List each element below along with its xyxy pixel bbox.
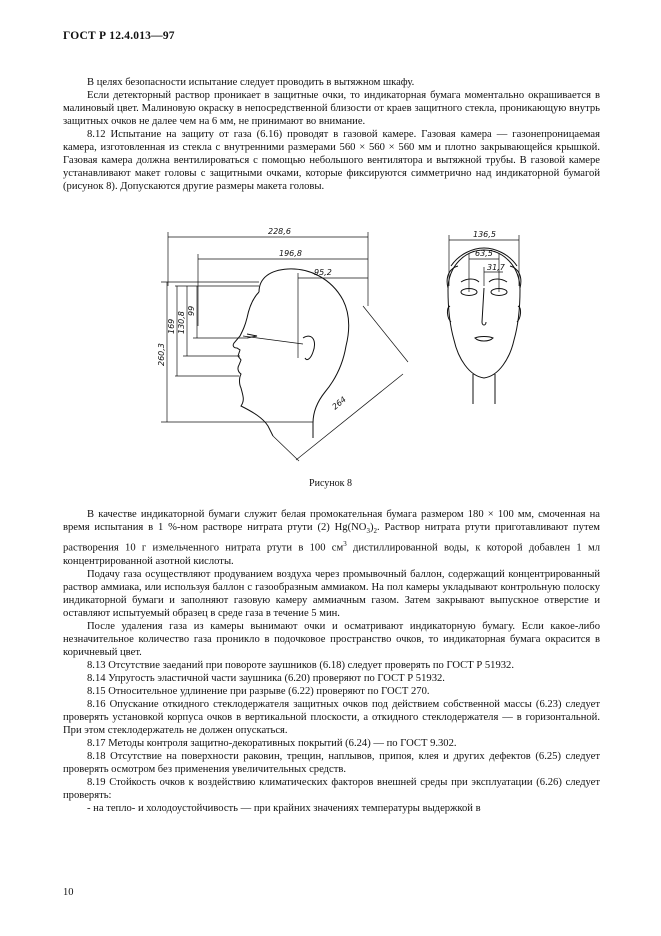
dim-130-8: 130,8: [177, 311, 186, 334]
paragraph: В целях безопасности испытание следует проводить в вытяжном шкафу.: [87, 77, 415, 88]
paragraph: 8.17 Методы контроля защитно-декоративных покрытий (6.24) — по ГОСТ 9.302.: [87, 737, 457, 749]
paragraph-indicator-paper: В качестве индикаторной бумаги служит белая промокательная бумага размером 180 × 100 мм, смоченная на время испытания в 1 %-ном растворе нитрата ртути (2) $Hg(NO_3)_2$. Раствор нитрата ртути приготавливают путем растворения 10 г измельченного нитрата ртути в 100 $см^3$ дистиллированной воды, к которой добавлен 1 мл концентрированной азотной кислоты.: [63, 509, 600, 567]
figure-caption: Рисунок 8: [309, 478, 352, 489]
text-block-top: [63, 76, 600, 193]
paragraph: Подачу газа осуществляют продуванием воздуха через промывочный баллон, содержащий концентрированный раствор аммиака, или используя баллон с газообразным аммиаком. На пол камеры укладывают контрольную полоску индикаторной бумаги и заполняют газовую камеру аммиачным газом. Затем закрывают выпускное отверстие и оставляют испытуемый образец в среде газа в течение 5 мин.: [63, 568, 600, 619]
dim-264: 264: [330, 394, 348, 412]
dim-99: 99: [187, 305, 196, 316]
page-number: 10: [63, 887, 74, 898]
paragraph: 8.15 Относительное удлинение при разрыве (6.22) проверяют по ГОСТ 270.: [87, 685, 430, 697]
paragraph: 8.19 Стойкость очков к воздействию климатических факторов внешней среды при эксплуатации (6.26) следует проверять:: [63, 776, 600, 801]
paragraph: 8.18 Отсутствие на поверхности раковин, трещин, наплывов, припоя, клея и других дефектов (6.25) следует проверять осмотром без применения увеличительных средств.: [63, 750, 600, 775]
dim-95-2: 95,2: [314, 268, 332, 277]
paragraph: 8.12 Испытание на защиту от газа (6.16) проводят в газовой камере. Газовая камера — газонепроницаемая камера, изготовленная из стекла с внутренними размерами 560 × 560 × 560 мм и плотно закрывающейся крышкой. Газовая камера должна вентилироваться с помощью небольшого вентилятора и вытяжной трубы. В газовой камере устанавливают макет головы с защитными очками, которые фиксируются симметрично над индикаторной бумагой (рисунок 8). Допускаются другие размеры макета головы.: [63, 129, 600, 192]
dim-228-6: 228,6: [268, 227, 291, 236]
dim-136-5: 136,5: [473, 230, 496, 239]
paragraph: 8.16 Опускание откидного стеклодержателя защитных очков под действием собственной массы (6.23) следует проверять установкой корпуса очков в вертикальной плоскости, а откидного стеклодержателя — в горизонтальной. При этом стеклодержатель не должен опускаться.: [63, 698, 600, 736]
paragraph: - на тепло- и холодоустойчивость — при крайних значениях температуры выдержкой в: [87, 802, 481, 814]
text-block-bottom: [63, 508, 600, 815]
page-header: ГОСТ Р 12.4.013—97: [63, 30, 175, 42]
dim-169: 169: [167, 318, 176, 334]
paragraph: 8.14 Упругость эластичной части заушника (6.20) проверяют по ГОСТ Р 51932.: [87, 672, 445, 684]
dim-31-7: 31,7: [487, 263, 505, 272]
dim-63-5: 63,5: [475, 249, 493, 258]
dim-196-8: 196,8: [279, 249, 302, 258]
side-head-outline: [233, 269, 349, 438]
paragraph: 8.13 Отсутствие заеданий при повороте заушников (6.18) следует проверять по ГОСТ Р 51932.: [87, 659, 514, 671]
front-dimension-lines: [449, 235, 519, 292]
side-dimension-lines: [161, 232, 408, 461]
dim-260-3: 260,3: [157, 343, 166, 366]
paragraph: Если детекторный раствор проникает в защитные очки, то индикаторная бумага моментально окрашивается в малиновый цвет. Малиновую окраску в непосредственной близости от краев защитного стекла, проникающую внутрь защитных очков не далее чем на 6 мм, не принимают во внимание.: [63, 90, 600, 127]
paragraph: После удаления газа из камеры вынимают очки и осматривают индикаторную бумагу. Если какое-либо незначительное количество газа проникло в подочковое пространство очков, то индикаторная бумага окрасится в коричневый цвет.: [63, 620, 600, 658]
figure-8: [63, 226, 600, 476]
